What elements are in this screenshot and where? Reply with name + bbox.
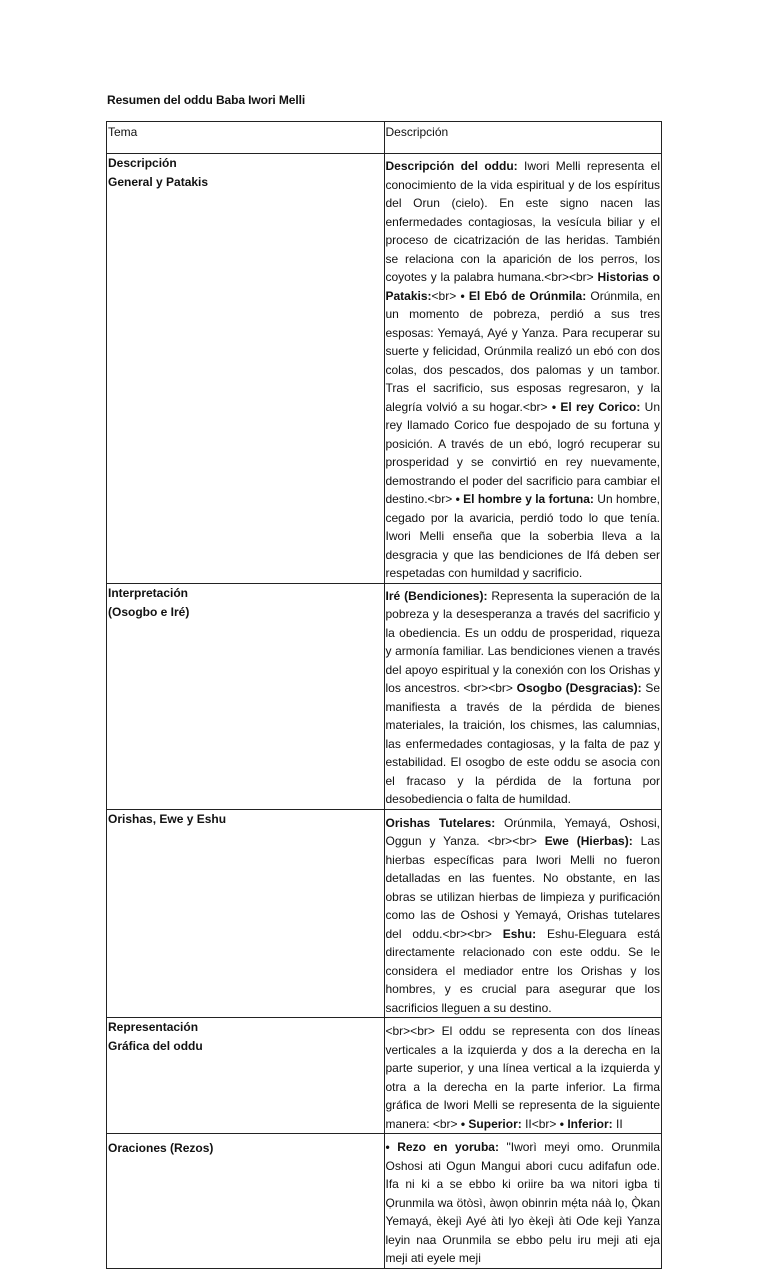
row-description (384, 809, 662, 1018)
description-label: Orishas Tutelares: (385, 815, 496, 830)
row-topic-line: General y Patakis (108, 175, 209, 189)
table-header-row (107, 122, 662, 154)
row-topic-line: Orishas, Ewe y Eshu (108, 811, 227, 826)
row-description (384, 154, 662, 584)
description-text: Orúnmila, en un momento de pobreza, perdió a sus tres esposas: Yemayá, Ayé y Yanza. Para recuperar su suerte y felicidad, Orúnmila realizó un ebó con dos colas, dos pescados, dos palomas y un tambor. Tras el sacrificio, sus esposas regresaron, y la alegría volvió a su hogar.<br> (385, 288, 661, 414)
row-topic-line: Interpretación (108, 585, 189, 600)
description-text: II<br> (521, 1116, 560, 1131)
description-text: Eshu-Eleguara está directamente relacionado con este oddu. Se le considera el mediador entre los Orishas y los hombres, y es crucial para asegurar que los sacrificios lleguen a su destino. (385, 926, 660, 1015)
description-label: Osogbo (Desgracias): (516, 681, 642, 695)
description-label: Descripción del oddu: (385, 159, 518, 173)
row-topic-line: Oraciones (Rezos) (108, 1141, 214, 1155)
row-description (384, 583, 662, 809)
row-topic-line: (Osogbo e Iré) (108, 604, 190, 619)
header-description: Descripción (384, 122, 662, 154)
row-topic-line: Gráfica del oddu (108, 1039, 203, 1053)
description-label: Historias o Patakis: (385, 270, 661, 303)
description-text: Representa la superación de la pobreza y la desesperanza a través del sacrificio y la obediencia. Es un oddu de prosperidad, riqueza y armonía familiar. Las bendiciones vienen a través del apoyo espiritual y la conexión con los Orishas y los ancestros. <br><br> (385, 588, 660, 695)
table-row (107, 583, 662, 809)
description-text: "Iworì meyi omo. Orunmila Oshosi ati Ogun Mangui abori cucu adifafun ode. Ifa ni ki a se ebbo ki oriire ba wa nitori igba ti Ọrunmila wa ötòsì, àwọn obinrin mẹ́ta náà lọ, Ọ̀kan Yemayá, èkejì Ayé àti lyo èkejì àti Ode kejì Yanza leyin naa Orunmila se ebbo pelu iru meji ati eja meji ati eyele meji (385, 1140, 660, 1265)
row-topic (107, 154, 385, 584)
table-row (107, 1018, 662, 1134)
description-label: Iré (Bendiciones): (385, 588, 488, 603)
row-topic-line: Descripción (108, 156, 177, 170)
row-topic-line: Representación (108, 1020, 199, 1034)
description-text: Un rey llamado Corico fue despojado de su fortuna y posición. A través de un ebó, logró recuperar su prosperidad y se convirtió en rey nuevamente, demostrando el poder del sacrificio para cambiar el destino.<br> (385, 399, 660, 506)
table-row (107, 809, 662, 1018)
description-label: • Rezo en yoruba: (385, 1140, 499, 1154)
row-topic (107, 583, 385, 809)
description-text: <br><br> El oddu se representa con dos líneas verticales a la izquierda y dos a la derecha en la parte superior, y una línea vertical a la izquierda y otra a la derecha en la parte inferior. La firma gráfica de Iwori Melli se representa de la siguiente manera: <br> (385, 1024, 660, 1131)
row-description (384, 1018, 662, 1134)
description-text: Orúnmila, Yemayá, Oshosi, Oggun y Yanza. <br><br> (385, 815, 661, 848)
description-label: • El Ebó de Orúnmila: (460, 288, 587, 303)
description-text: Se manifiesta a través de la pérdida de bienes materiales, la traición, los chismes, las calumnias, las enfermedades contagiosas, y la falta de paz y estabilidad. El osogbo de este oddu se asocia con el fracaso y la pérdida de la fortuna por desobediencia o falta de humildad. (385, 681, 661, 806)
row-topic (107, 1018, 385, 1134)
table-row (107, 1134, 662, 1269)
description-label: • Inferior: (559, 1116, 613, 1131)
row-topic (107, 809, 385, 1018)
row-topic (107, 1134, 385, 1269)
description-label: • El rey Corico: (551, 399, 641, 414)
oddu-summary-table (106, 121, 662, 1269)
description-text: II (612, 1116, 623, 1131)
description-text: <br> (431, 288, 461, 303)
description-text: Las hierbas específicas para Iwori Melli no fueron detalladas en las fuentes. No obstante, en las obras se utilizan hierbas de limpieza y purificación como las de Oshosi y Yemayá, Orishas tutelares del oddu.<br><br> (385, 834, 660, 941)
description-label: Ewe (Hierbas): (544, 834, 633, 848)
header-topic: Tema (107, 122, 385, 154)
description-label: • Superior: (460, 1116, 522, 1131)
description-label: Eshu: (502, 926, 537, 941)
document-title: Resumen del oddu Baba Iwori Melli (107, 93, 306, 107)
table-row (107, 154, 662, 584)
description-label: • El hombre y la fortuna: (455, 492, 594, 506)
description-text: Un hombre, cegado por la avaricia, perdió todo lo que tenía. Iwori Melli enseña que la soberbia lleva a la desgracia y que las bendiciones de Ifá deben ser respetadas con humildad y sacrificio. (385, 492, 660, 580)
description-text: Iwori Melli representa el conocimiento de la vida espiritual y de los espíritus del Orun (cielo). En este signo nacen las enfermedades contagiosas, la vesícula biliar y el proceso de cicatrización de las heridas. También se relaciona con la aparición de los perros, los coyotes y la palabra humana.<br><br> (385, 159, 660, 284)
row-description (384, 1134, 662, 1269)
